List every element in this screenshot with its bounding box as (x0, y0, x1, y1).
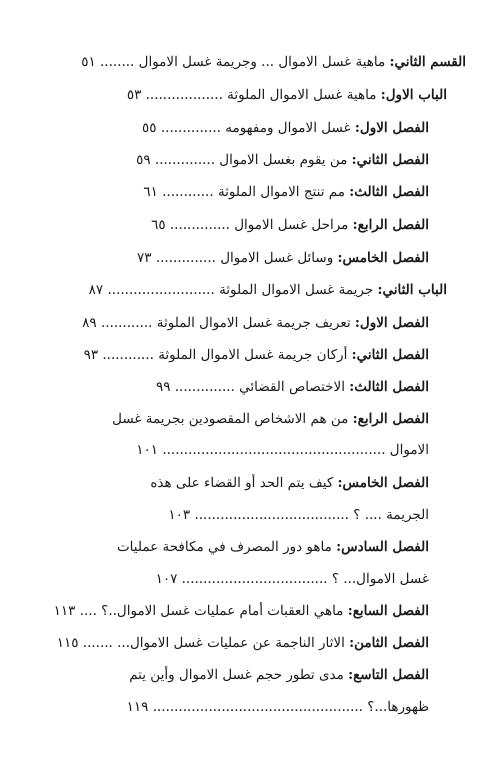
toc-entry-label: الفصل الثامن: (349, 635, 429, 651)
toc-entry (36, 538, 429, 556)
toc-entry-text: غسل الاموال ومفهومه (225, 120, 355, 136)
toc-entry-page: ٥١ (81, 54, 96, 70)
toc-entry (36, 216, 429, 234)
toc-entry-text: مم تنتج الاموال الملوثة (217, 184, 350, 200)
toc-entry-text: الاموال (389, 442, 429, 458)
toc-entry (36, 119, 429, 137)
toc-entry-label: الفصل الرابع: (352, 411, 429, 427)
toc-entry-text: تعريف جريمة غسل الاموال الملوثة (156, 315, 355, 331)
toc-entry-page: ٧٣ (137, 250, 152, 266)
toc-entry-text: ظهورها...؟ (367, 699, 429, 715)
toc-entry-text: ماهي العقبات أمام عمليات غسل الاموال..؟ (101, 603, 348, 619)
toc-entry-text: ماهية غسل الاموال الملوثة (227, 87, 381, 103)
toc-entry-page: ٨٩ (82, 315, 97, 331)
toc-entry-text: غسل الاموال... ؟ (331, 571, 429, 587)
toc-entry-leader: .............. (154, 152, 220, 168)
toc-entry (36, 53, 466, 71)
toc-entry-page: ١١٣ (53, 603, 76, 619)
toc-entry-label: الفصل الثالث: (349, 184, 429, 200)
toc-entry (36, 249, 429, 267)
toc-entry-text: مراحل غسل الاموال (234, 217, 353, 233)
toc-entry-leader: ............ (100, 315, 157, 331)
toc-entry (36, 314, 429, 332)
toc-entry-label: الفصل السابع: (347, 603, 429, 619)
toc-entry-label: الفصل الخامس: (337, 475, 429, 491)
toc-entry-leader: .................................. (181, 571, 332, 587)
toc-entry-text: وسائل غسل الاموال (220, 250, 338, 266)
toc-entry-text: الاثار الناجمة عن عمليات غسل الاموال... (117, 635, 350, 651)
toc-entry (36, 86, 447, 104)
toc-entry-page: ٨٧ (88, 282, 104, 298)
toc-entry-label: الباب الاول: (380, 87, 447, 103)
toc-entry-label: الفصل الاول: (354, 120, 429, 136)
toc-entry-label: القسم الثاني: (389, 54, 466, 70)
toc-entry-text: الاختصاص القضائي (239, 379, 350, 395)
toc-entry-leader: ............ (162, 184, 218, 200)
toc-entry-page: ٥٣ (126, 87, 142, 103)
toc-entry-continuation (36, 698, 429, 716)
toc-entry-leader: ....... (82, 635, 118, 651)
toc-entry (36, 281, 447, 299)
toc-entry-text: من يقوم بغسل الاموال (219, 152, 352, 168)
toc-entry-leader: .................................................... (162, 442, 390, 458)
toc-entry-label: الفصل الثاني: (351, 152, 429, 168)
toc-entry-leader: .................. (145, 87, 228, 103)
toc-entry-text: مدى تطور حجم غسل الاموال وأين يتم (129, 667, 349, 683)
toc-entry-label: الفصل التاسع: (348, 667, 429, 683)
toc-entry-leader: .............. (169, 217, 235, 233)
toc-entry (36, 346, 429, 364)
toc-entry-text: ماهية غسل الاموال ... وجريمة غسل الاموال (138, 54, 390, 70)
toc-entry-page: ٦٥ (151, 217, 166, 233)
toc-entry-text: من هم الاشخاص المقصودين بجريمة غسل (112, 411, 353, 427)
toc-entry-label: الفصل الثاني: (351, 347, 429, 363)
toc-entry (36, 151, 429, 169)
toc-entry-continuation (36, 570, 429, 588)
toc-entry-page: ٩٣ (83, 347, 99, 363)
toc-entry-label: الباب الثاني: (377, 282, 447, 298)
toc-entry-page: ١١٥ (56, 635, 79, 651)
toc-entry (36, 602, 429, 620)
toc-entry-leader: ............ (102, 347, 159, 363)
toc-entry-continuation (36, 506, 429, 524)
toc-entry-continuation (36, 441, 429, 459)
toc-entry-page: ١١٩ (126, 699, 149, 715)
toc-entry-text: جريمة غسل الاموال الملوثة (219, 282, 378, 298)
toc-entry-leader: .............. (160, 120, 226, 136)
toc-entry (36, 183, 429, 201)
toc-entry-leader: .................................... (194, 507, 354, 523)
toc-entry (36, 378, 429, 396)
toc-entry-label: الفصل الخامس: (337, 250, 429, 266)
toc-entry-page: ٥٩ (136, 152, 151, 168)
toc-entry-text: كيف يتم الحد أو القضاء على هذه (150, 475, 338, 491)
toc-entry-leader: .............. (174, 379, 240, 395)
toc-entry-page: ١٠٣ (168, 507, 191, 523)
toc-entry-text: أركان جريمة غسل الاموال الملوثة (158, 347, 352, 363)
toc-entry-text: الجريمة .... ؟ (353, 507, 429, 523)
toc-entry-page: ١٠٧ (155, 571, 178, 587)
toc-entry (36, 634, 429, 652)
toc-entry (36, 666, 429, 684)
toc-entry-label: الفصل السادس: (336, 539, 429, 555)
toc-entry-text: ماهو دور المصرف في مكافحة عمليات (116, 539, 337, 555)
toc-entry-leader: ........ (100, 54, 139, 70)
toc-entry-page: ٥٥ (142, 120, 157, 136)
toc-entry-page: ١٠١ (136, 442, 159, 458)
toc-entry-label: الفصل الاول: (354, 315, 429, 331)
toc-entry-leader: .... (79, 603, 102, 619)
toc-entry-leader: .............. (155, 250, 221, 266)
toc-entry (36, 474, 429, 492)
toc-entry-label: الفصل الرابع: (352, 217, 429, 233)
toc-entry-page: ٦١ (143, 184, 158, 200)
toc-entry-leader: ................................................. (152, 699, 368, 715)
toc-entry (36, 410, 429, 428)
toc-entry-page: ٩٩ (155, 379, 171, 395)
toc-entry-label: الفصل الثالث: (349, 379, 429, 395)
toc-entry-leader: ......................... (107, 282, 220, 298)
